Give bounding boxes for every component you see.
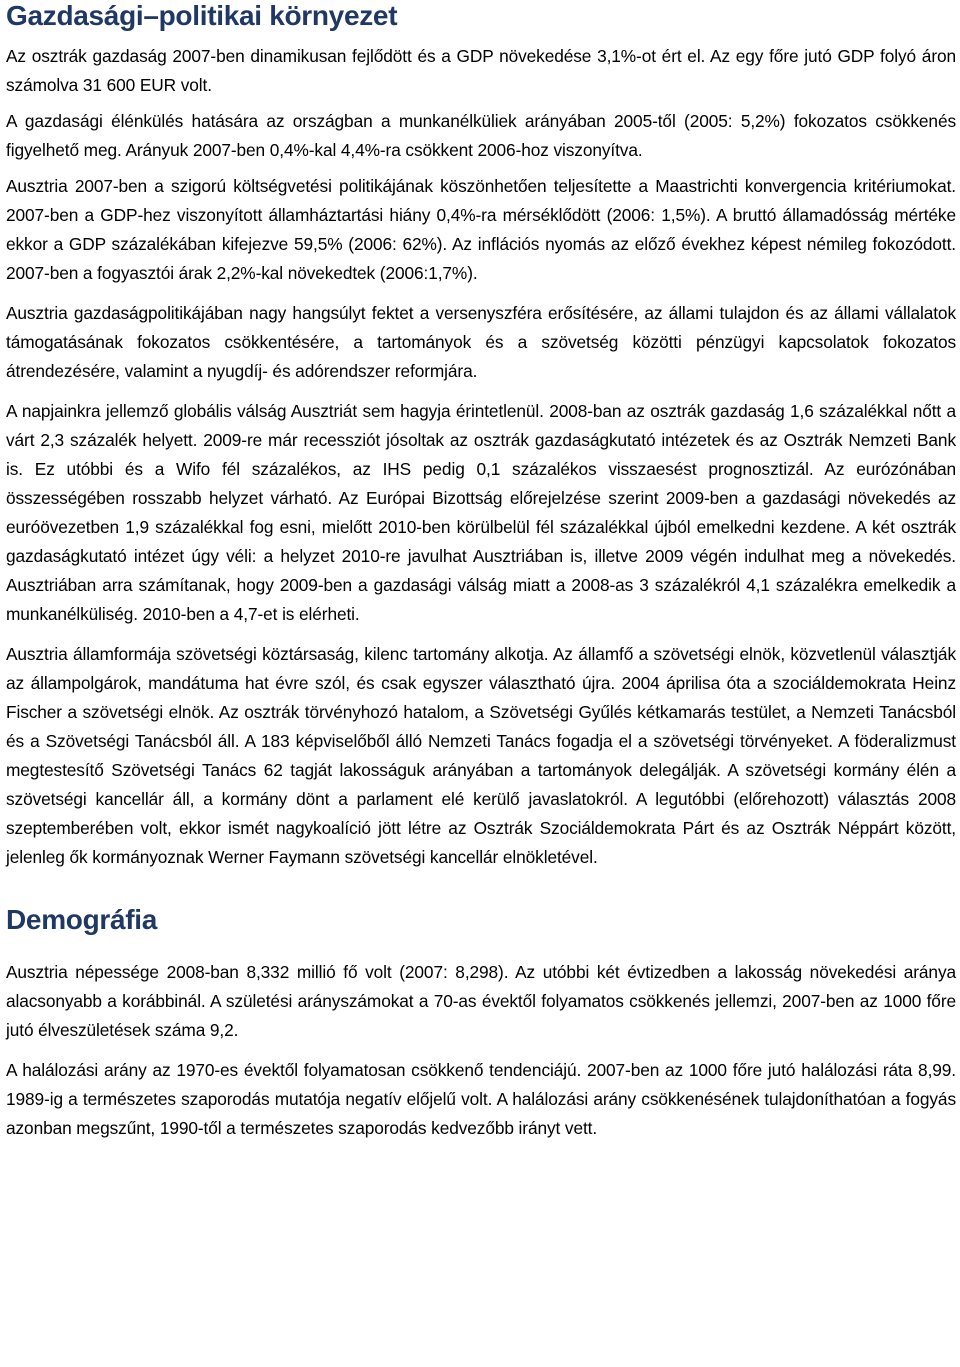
section-heading-economy: Gazdasági–politikai környezet xyxy=(6,0,398,31)
paragraph-global-crisis: A napjainkra jellemző globális válság Ausztriát sem hagyja érintetlenül. 2008-ban az osztrák gazdaság 1,6 százalékkal nőtt a várt 2,3 százalék helyett. 2009-re már recessziót jósoltak az osztrák gazdaságkutató intézetek és az Osztrák Nemzeti Bank is. Ez utóbbi és a Wifo fél százalékos, az IHS pedig 0,1 százalékos visszaesést prognosztizál. Az eurózónában összességében rosszabb helyzet várható. Az Európai Bizottság előrejelzése szerint 2009-ben a gazdasági növekedés az euróövezetben 1,9 százalékkal fog esni, mielőtt 2010-ben körülbelül fél százalékkal újból emelkedni kezdene. A két osztrák gazdaságkutató intézet úgy véli: a helyzet 2010-re javulhat Ausztriában is, illetve 2009 végén indulhat meg a növekedés. Ausztriában arra számítanak, hogy 2009-ben a gazdasági válság miatt a 2008-as 3 százalékról 4,1 százalékra emelkedik a munkanélküliség. 2010-ben a 4,7-et is elérheti. xyxy=(6,401,956,624)
section-heading-demography: Demográfia xyxy=(6,904,158,935)
paragraph-mortality: A halálozási arány az 1970-es évektől folyamatosan csökkenő tendenciájú. 2007-ben az 1000 főre jutó halálozási ráta 8,99. 1989-ig a természetes szaporodás mutatója negatív előjelű volt. A halálozási arány csökkenésének tulajdoníthatóan a fogyás azonban megszűnt, 1990-től a természetes szaporodás kedvezőbb irányt vett. xyxy=(6,1060,956,1138)
paragraph-unemployment: A gazdasági élénkülés hatására az országban a munkanélküliek arányában 2005-től (2005: 5,2%) fokozatos csökkenés figyelhető meg. Arányuk 2007-ben 0,4%-kal 4,4%-ra csökkent 2006-hoz viszonyítva. xyxy=(6,111,956,160)
document-page xyxy=(6,0,956,1143)
paragraph-population: Ausztria népessége 2008-ban 8,332 millió fő volt (2007: 8,298). Az utóbbi két évtizedben a lakosság növekedési aránya alacsonyabb a korábbinál. A születési arányszámokat a 70-as évektől folyamatos csökkenés jellemzi, 2007-ben az 1000 főre jutó élveszületések száma 9,2. xyxy=(6,962,956,1040)
paragraph-gdp: Az osztrák gazdaság 2007-ben dinamikusan fejlődött és a GDP növekedése 3,1%-ot ért el. Az egy főre jutó GDP folyó áron számolva 31 600 EUR volt. xyxy=(6,46,956,95)
paragraph-maastricht: Ausztria 2007-ben a szigorú költségvetési politikájának köszönhetően teljesítette a Maastrichti konvergencia kritériumokat. 2007-ben a GDP-hez viszonyított államháztartási hiány 0,4%-ra mérséklődött (2006: 1,5%). A bruttó államadósság mértéke ekkor a GDP százalékában kifejezve 59,5% (2006: 62%). Az inflációs nyomás az előző évekhez képest némileg fokozódott. 2007-ben a fogyasztói árak 2,2%-kal növekedtek (2006:1,7%). xyxy=(6,176,956,283)
paragraph-economic-policy: Ausztria gazdaságpolitikájában nagy hangsúlyt fektet a versenyszféra erősítésére, az állami tulajdon és az állami vállalatok támogatásának fokozatos csökkentésére, a tartományok és a szövetség közötti pénzügyi kapcsolatok fokozatos átrendezésére, valamint a nyugdíj- és adórendszer reformjára. xyxy=(6,303,956,381)
paragraph-state-form: Ausztria államformája szövetségi köztársaság, kilenc tartomány alkotja. Az államfő a szövetségi elnök, közvetlenül választják az állampolgárok, mandátuma hat évre szól, és csak egyszer választható újra. 2004 áprilisa óta a szociáldemokrata Heinz Fischer a szövetségi elnök. Az osztrák törvényhozó hatalom, a Szövetségi Gyűlés kétkamarás testület, a Nemzeti Tanácsból és a Szövetségi Tanácsból áll. A 183 képviselőből álló Nemzeti Tanács fogadja el a szövetségi törvényeket. A föderalizmust megtestesítő Szövetségi Tanács 62 tagját lakosságuk arányában a tartományok delegálják. A szövetségi kormány élén a szövetségi kancellár áll, a kormány dönt a parlament elé kerülő javaslatokról. A legutóbbi (előrehozott) választás 2008 szeptemberében volt, ekkor ismét nagykoalíció jött létre az Osztrák Szociáldemokrata Párt és az Osztrák Néppárt között, jelenleg ők kormányoznak Werner Faymann szövetségi kancellár elnökletével. xyxy=(6,644,956,867)
